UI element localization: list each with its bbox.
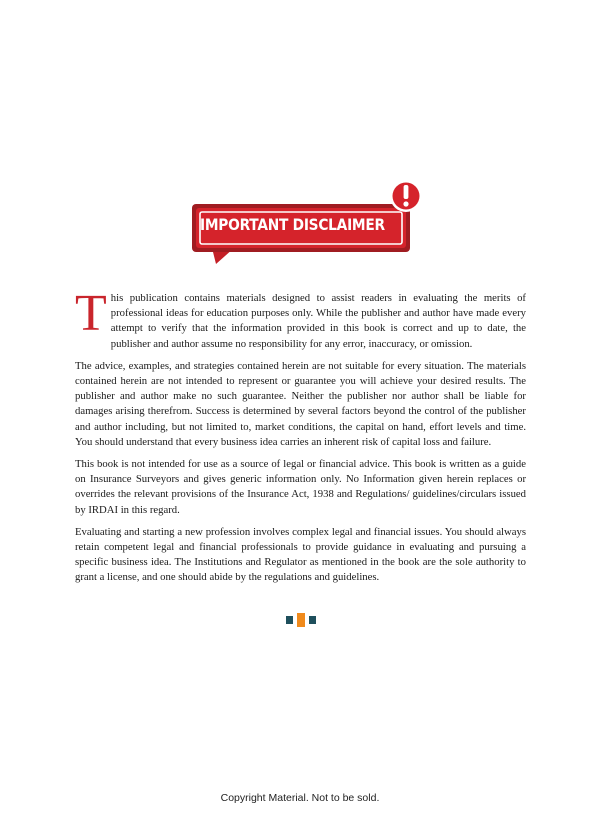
- dropcap: T: [75, 285, 107, 342]
- ornament-center-block: [297, 613, 305, 627]
- disclaimer-banner: [186, 178, 426, 268]
- section-ornament: [286, 613, 318, 629]
- exclamation-icon: [390, 180, 422, 212]
- ornament-left-block: [286, 616, 293, 624]
- paragraph-4: Evaluating and starting a new profession involves complex legal and financial issues. You should always retain competent legal and financial professionals to provide guidance in evaluating and pursuing a specific business idea. The Institutions and Regulator as mentioned in the book are the sole authority to grant a license, and one should abide by the regulations and guidelines.: [75, 525, 526, 584]
- ornament-graphic: [286, 613, 318, 629]
- copyright-footer: Copyright Material. Not to be sold.: [220, 792, 380, 804]
- ornament-right-block: [309, 616, 316, 624]
- paragraph-1: [75, 285, 526, 352]
- paragraph-3: This book is not intended for use as a source of legal or financial advice. This book is written as a guide on Insurance Surveyors and gives generic information only. No Information given herein replaces or overrides the relevant provisions of the Insurance Act, 1938 and Regulations/ guidelines/circulars issued by IRDAI in this regard.: [75, 458, 526, 516]
- paragraph-1-text: his publication contains materials designed to assist readers in evaluating the merits of professional ideas for education purposes only. While the publisher and author have made every attempt to verify that the information provided in this book is correct and up to date, the publisher and author assume no responsibility for any error, inaccuracy, or omission.: [110, 292, 526, 350]
- paragraph-2: The advice, examples, and strategies contained herein are not suitable for every situation. The materials contained herein are not intended to represent or guarantee you will achieve your desired results. The publisher and author make no such guarantee. Neither the publisher nor author shall be liable for damages arising therefrom. Success is determined by several factors beyond the control of the publisher and author including, but not limited to, market conditions, the capital on hand, effort levels and time. You should understand that every business idea carries an inherent risk of capital loss and failure.: [75, 359, 526, 448]
- disclaimer-body: [75, 285, 526, 593]
- banner-title: IMPORTANT DISCLAIMER: [200, 215, 385, 234]
